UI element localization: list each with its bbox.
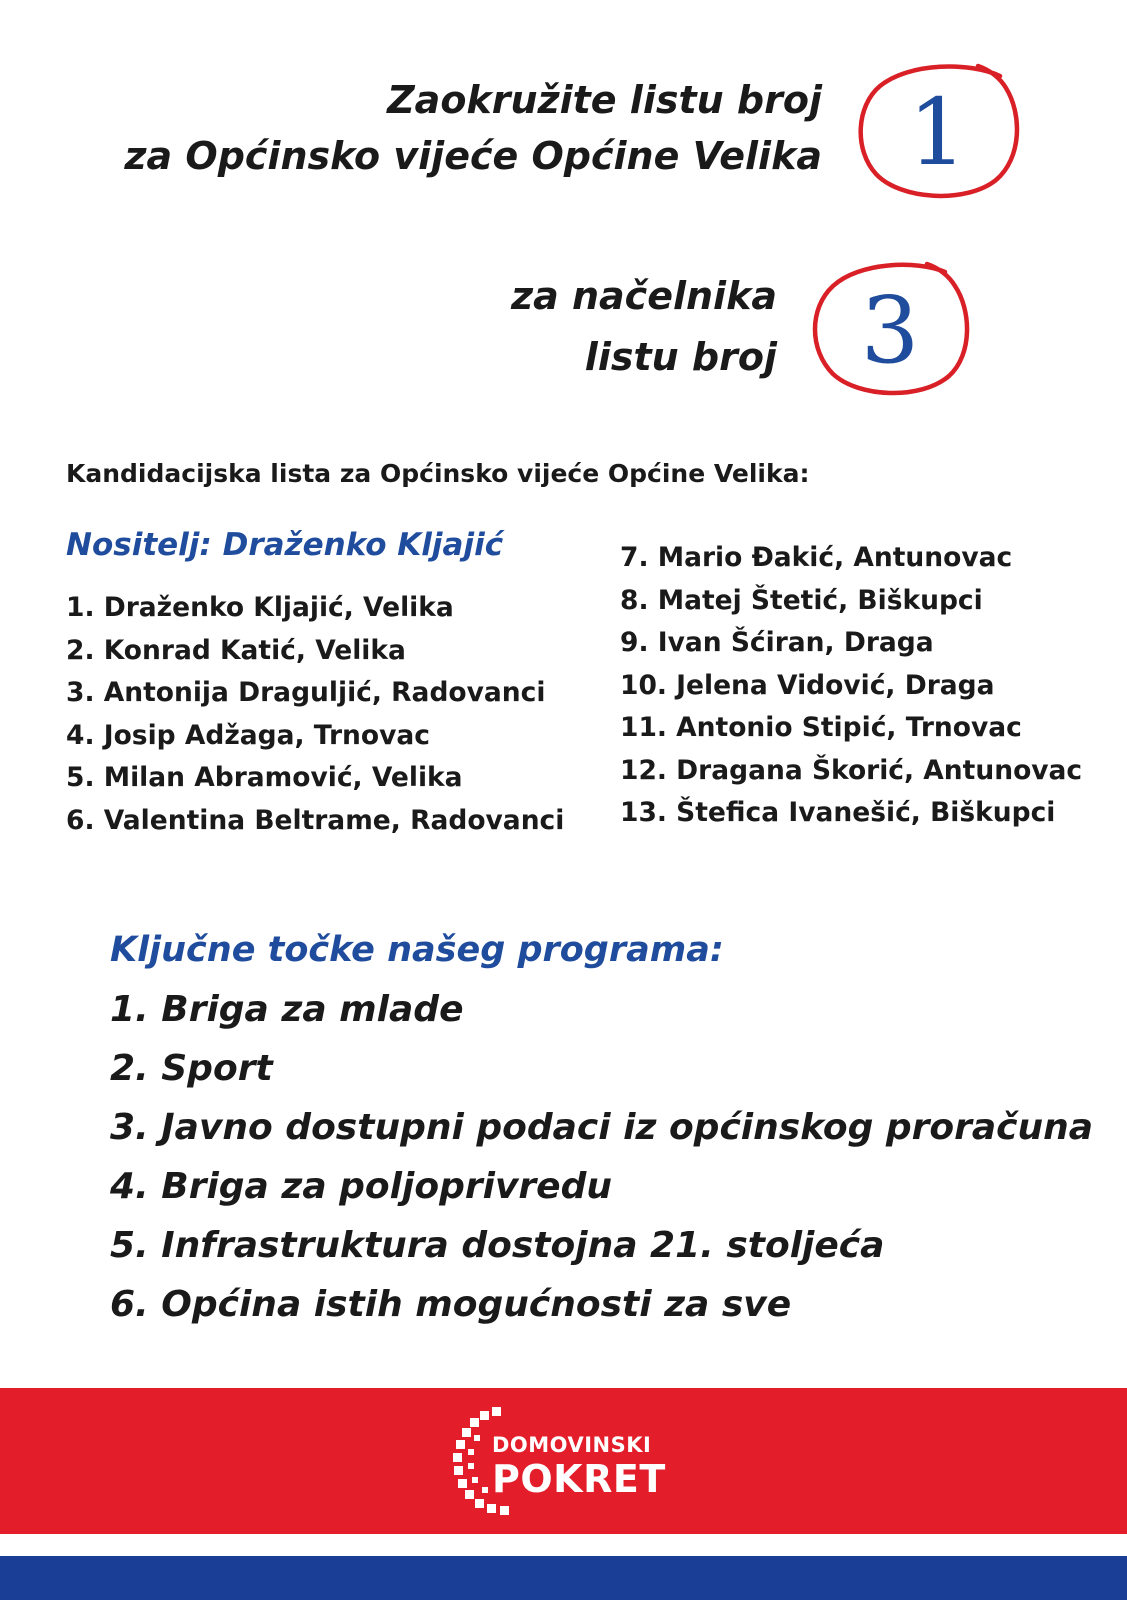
list-item: 3. Antonija Draguljić, Radovanci [66, 677, 546, 708]
list-item: 7. Mario Đakić, Antunovac [620, 542, 1013, 573]
list-item: 4. Josip Adžaga, Trnovac [66, 719, 430, 751]
footer-white-band [0, 1534, 1127, 1556]
council-vote-line-2: za Općinsko vijeće Općine Velika [124, 134, 822, 178]
list-item: 13. Štefica Ivanešić, Biškupci [620, 797, 1056, 828]
mayor-vote-line-1: za načelnika [511, 274, 777, 318]
list-item: 3. Javno dostupni podaci iz općinskog proračuna [110, 1107, 1094, 1148]
list-item: 6. Općina istih mogućnosti za sve [110, 1284, 792, 1325]
mayor-list-number: 3 [860, 277, 920, 384]
program-list [110, 980, 1093, 1334]
list-item: 5. Infrastruktura dostojna 21. stoljeća [110, 1225, 885, 1266]
candidate-list-left [66, 587, 564, 842]
logo-line-2: POKRET [492, 1457, 666, 1501]
list-item: 2. Konrad Katić, Velika [66, 634, 406, 666]
list-item: 6. Valentina Beltrame, Radovanci [66, 804, 565, 836]
list-item: 11. Antonio Stipić, Trnovac [620, 712, 1022, 743]
council-list-number: 1 [908, 78, 967, 186]
list-item: 2. Sport [110, 1048, 273, 1089]
list-item: 10. Jelena Vidović, Draga [620, 669, 995, 701]
list-item: 1. Draženko Kljajić, Velika [66, 592, 454, 623]
council-vote-line-1: Zaokružite listu broj [387, 78, 822, 122]
footer-blue-band [0, 1556, 1127, 1600]
candidate-list-heading: Kandidacijska lista za Općinsko vijeće Općine Velika: [66, 459, 810, 488]
list-item: 9. Ivan Šćiran, Draga [620, 627, 934, 658]
mayor-vote-line-2: listu broj [584, 335, 777, 379]
list-item: 5. Milan Abramović, Velika [66, 762, 463, 793]
party-logo [450, 1405, 690, 1520]
list-item: 12. Dragana Škorić, Antunovac [620, 754, 1083, 786]
list-item: 1. Briga za mlade [110, 989, 464, 1030]
program-title: Ključne točke našeg programa: [110, 930, 724, 970]
logo-line-1: DOMOVINSKI [492, 1433, 652, 1457]
list-item: 4. Briga za poljoprivredu [110, 1166, 612, 1207]
list-item: 8. Matej Štetić, Biškupci [620, 584, 983, 616]
list-leader: Nositelj: Draženko Kljajić [66, 527, 504, 563]
candidate-list-right [620, 537, 1082, 835]
